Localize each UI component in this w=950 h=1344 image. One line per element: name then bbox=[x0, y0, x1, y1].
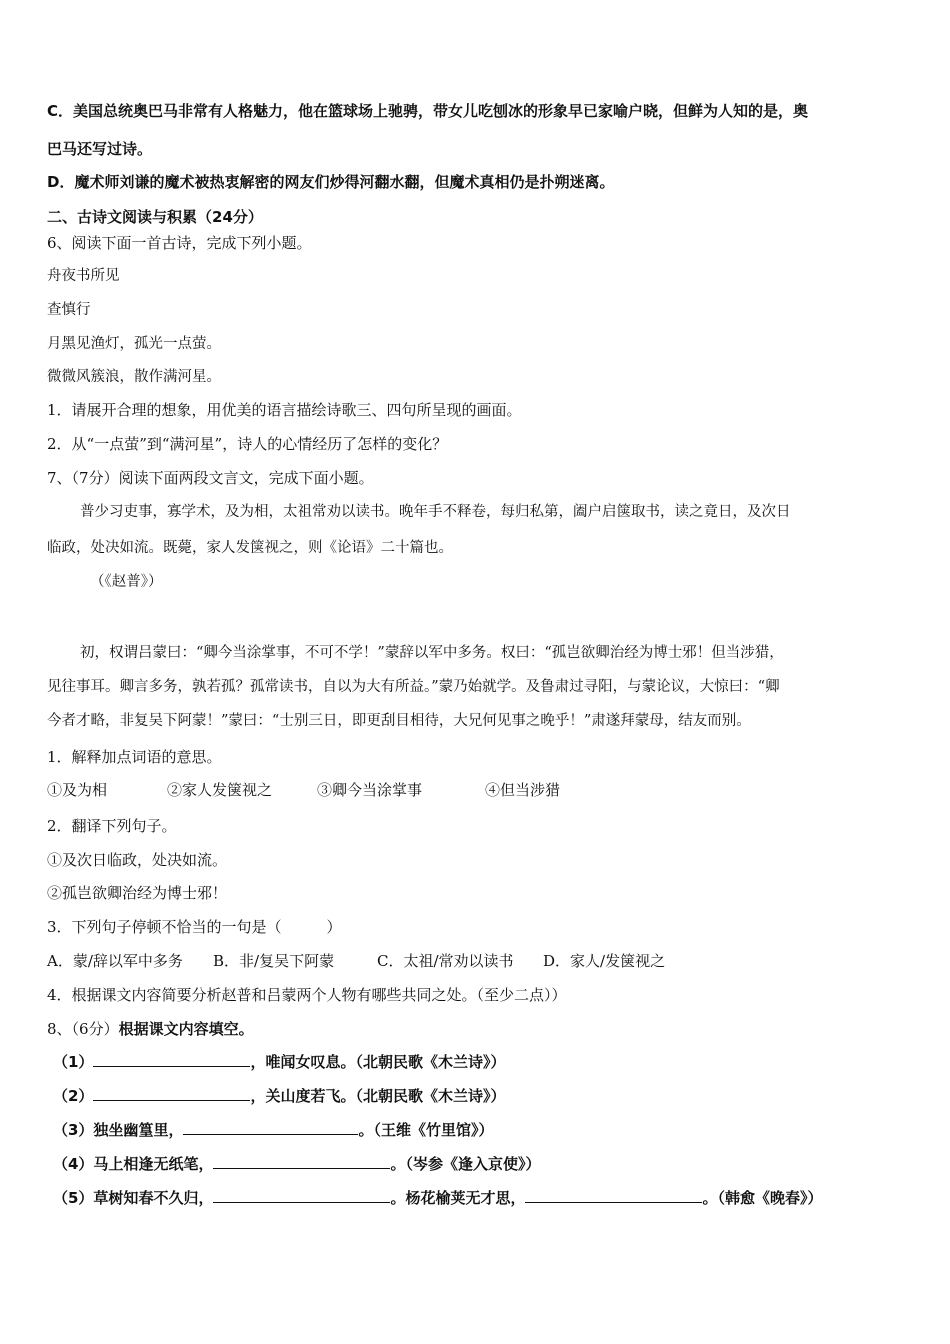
q7-sub3: 3．下列句子停顿不恰当的一句是（ ） bbox=[47, 918, 342, 936]
poem-line-1: 月黑见渔灯，孤光一点萤。 bbox=[47, 336, 221, 352]
q8-item-5 bbox=[53, 1188, 822, 1208]
q7-sub2-item1: ①及次日临政，处决如流。 bbox=[47, 851, 228, 869]
q8-item4-tail: 。（岑参《逢入京使》） bbox=[390, 1155, 541, 1173]
q8-item5-blank1[interactable] bbox=[213, 1188, 390, 1203]
q7-sub4: 4．根据课文内容简要分析赵普和吕蒙两个人物有哪些共同之处。（至少二点）） bbox=[47, 986, 567, 1004]
q8-item-4 bbox=[53, 1154, 540, 1174]
q5-option-c-line1: C．美国总统奥巴马非常有人格魅力，他在篮球场上驰骋，带女儿吃刨冰的形象早已家喻户晓，但鲜为人知的是，奥 bbox=[47, 102, 809, 120]
q7-sub1-items bbox=[47, 780, 560, 800]
q6-sub2: 2．从“一点萤”到“满河星”，诗人的心情经历了怎样的变化？ bbox=[47, 435, 448, 453]
q7-text2-line1: 初，权谓吕蒙曰：“卿今当涂掌事，不可不学！”蒙辞以军中多务。权曰：“孤岂欲卿治经为博士邪！但当涉猎， bbox=[80, 645, 784, 661]
q8-item1-num: （1） bbox=[53, 1053, 94, 1071]
q8-prompt-text: 根据课文内容填空。 bbox=[118, 1020, 254, 1038]
sub3-option-a: A．蒙/辞以军中多务 bbox=[47, 952, 183, 970]
q8-item5-tail: 。（韩愈《晚春》） bbox=[702, 1189, 823, 1207]
q7-prompt: 7、（7分）阅读下面两段文言文，完成下面小题。 bbox=[47, 469, 374, 487]
q7-sub1: 1．解释加点词语的意思。 bbox=[47, 748, 222, 766]
q8-item5-mid: 。杨花榆荚无才思， bbox=[390, 1189, 526, 1207]
q7-sub2: 2．翻译下列句子。 bbox=[47, 817, 177, 835]
q7-text1-source: （《赵普》） bbox=[90, 574, 163, 590]
q8-prompt bbox=[47, 1019, 254, 1039]
q7-sub2-item2: ②孤岂欲卿治经为博士邪！ bbox=[47, 884, 228, 902]
sub1-item-4: ④但当涉猎 bbox=[485, 781, 561, 799]
poem-title: 舟夜书所见 bbox=[47, 268, 120, 284]
q8-item2-blank[interactable] bbox=[93, 1086, 250, 1101]
q5-option-d: D．魔术师刘谦的魔术被热衷解密的网友们炒得河翻水翻，但魔术真相仍是扑朔迷离。 bbox=[47, 173, 615, 191]
sub1-item-2: ②家人发箧视之 bbox=[167, 781, 273, 799]
sub3-option-d: D．家人/发箧视之 bbox=[543, 952, 666, 970]
sub1-item-3: ③卿今当涂掌事 bbox=[317, 781, 423, 799]
q8-prompt-num: 8、（6分） bbox=[47, 1020, 119, 1038]
q7-text2-line2: 见往事耳。卿言多务，孰若孤？孤常读书，自以为大有所益。”蒙乃始就学。及鲁肃过寻阳，与蒙论议，大惊曰：“卿 bbox=[47, 679, 780, 695]
q8-item2-tail: ，关山度若飞。（北朝民歌《木兰诗》） bbox=[250, 1087, 506, 1105]
poem-line-2: 微微风簇浪，散作满河星。 bbox=[47, 369, 221, 385]
sub3-option-c: C．太祖/常劝以读书 bbox=[377, 952, 514, 970]
q7-sub3-options bbox=[47, 951, 665, 971]
q8-item3-tail: 。（王维《竹里馆》） bbox=[358, 1121, 494, 1139]
q8-item4-head: （4）马上相逢无纸笔， bbox=[53, 1155, 214, 1173]
q8-item-1 bbox=[53, 1052, 505, 1072]
q8-item5-blank2[interactable] bbox=[525, 1188, 702, 1203]
q6-sub1: 1．请展开合理的想象，用优美的语言描绘诗歌三、四句所呈现的画面。 bbox=[47, 401, 522, 419]
q5-option-c-line2: 巴马还写过诗。 bbox=[47, 140, 153, 158]
q8-item5-head: （5）草树知春不久归， bbox=[53, 1189, 214, 1207]
q8-item1-blank[interactable] bbox=[93, 1052, 250, 1067]
sub3-option-b: B．非/复吴下阿蒙 bbox=[213, 952, 335, 970]
q6-prompt: 6、阅读下面一首古诗，完成下列小题。 bbox=[47, 234, 312, 252]
q8-item-2 bbox=[53, 1086, 505, 1106]
q8-item3-blank[interactable] bbox=[183, 1120, 358, 1135]
q8-item4-blank[interactable] bbox=[213, 1154, 390, 1169]
poem-author: 查慎行 bbox=[47, 302, 91, 318]
q7-text1-line1: 普少习吏事，寡学术，及为相，太祖常劝以读书。晚年手不释卷，每归私第，阖户启箧取书，读之竟日，及次日 bbox=[80, 504, 791, 520]
section2-heading: 二、古诗文阅读与积累（24分） bbox=[47, 208, 263, 226]
q7-text2-line3: 今者才略，非复吴下阿蒙！”蒙曰：“士别三日，即更刮目相待，大兄何见事之晚乎！”肃遂拜蒙母，结友而别。 bbox=[47, 713, 751, 729]
q8-item-3 bbox=[53, 1120, 493, 1140]
q8-item1-tail: ，唯闻女叹息。（北朝民歌《木兰诗》） bbox=[250, 1053, 506, 1071]
sub1-item-1: ①及为相 bbox=[47, 781, 108, 799]
q7-text1-line2: 临政，处决如流。既薨，家人发箧视之，则《论语》二十篇也。 bbox=[47, 540, 453, 556]
q8-item3-head: （3）独坐幽篁里， bbox=[53, 1121, 184, 1139]
q8-item2-num: （2） bbox=[53, 1087, 94, 1105]
